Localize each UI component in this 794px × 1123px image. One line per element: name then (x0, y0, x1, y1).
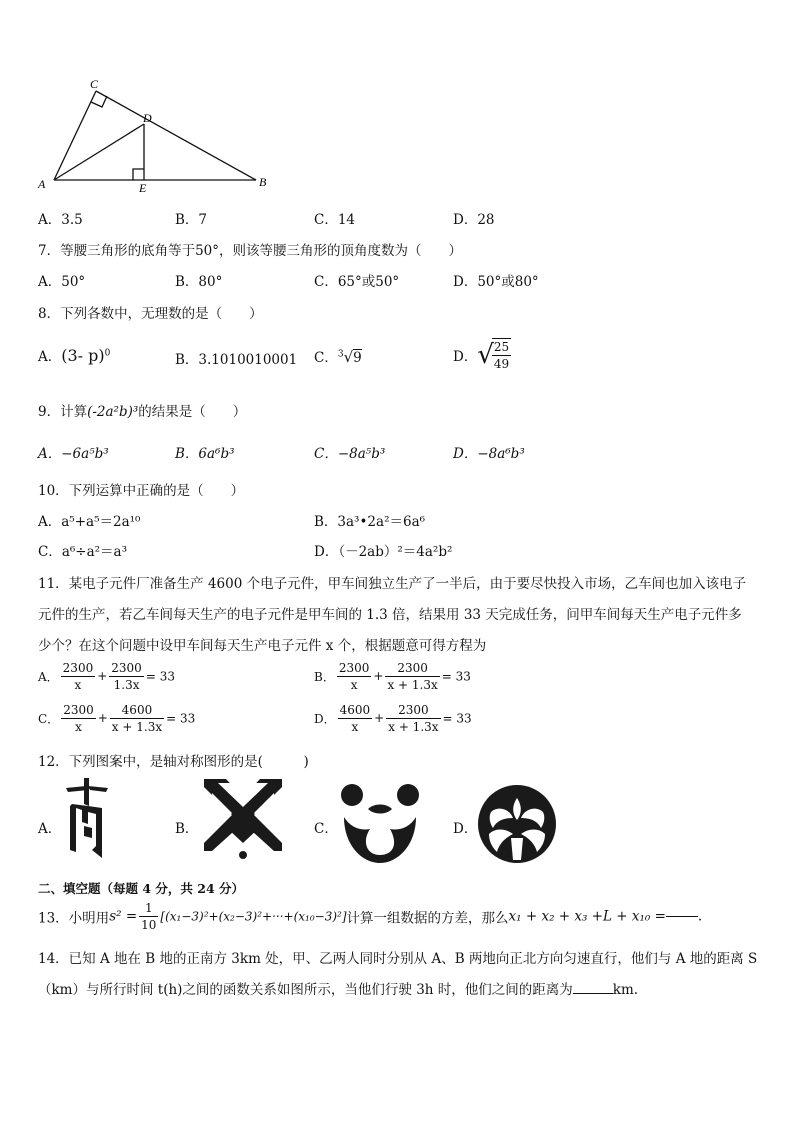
q11-d-rhs: = 33 (442, 711, 472, 726)
q11-line1: 11．某电子元件厂准备生产 4600 个电子元件，甲车间独立生产了一半后，由于要尽快投入市场，乙车间也加入该电子 (38, 576, 747, 592)
q11-c-rhs: = 33 (166, 711, 196, 726)
q13-mid: 计算一组数据的方差，那么 (346, 910, 509, 927)
q9-option-d: D．−8a⁶b³ (453, 446, 525, 462)
q11-option-b-label: B． (314, 670, 335, 684)
q11-b-n2: 2300 (385, 660, 439, 677)
q7-option-c: C．65°或50° (314, 274, 400, 290)
figure-d (477, 784, 557, 864)
q8-option-b (175, 348, 297, 368)
label-e: E (139, 181, 147, 195)
q11-d-n1: 4600 (339, 703, 371, 717)
q11-option-b: B． $\frac{2300}{x}$ + $\frac{2300}{x + 1.3x}$ = 33 (314, 661, 471, 692)
q13-answer-blank[interactable] (666, 916, 698, 917)
q8-option-d-label: D． (453, 349, 478, 365)
q11-d-d2: x + 1.3x (388, 720, 439, 734)
q8-option-a-exp: 0 (104, 348, 111, 359)
label-a: A (38, 177, 46, 191)
q13-formula-body: [(x₁−3)²+(x₂−3)²+···+(x₁₀−3)²] (160, 909, 347, 924)
figure-a (62, 778, 112, 860)
q8-option-d-num: 25 (493, 340, 510, 354)
q11-line3: 少个？在这个问题中设甲车间每天生产电子元件 x 个，根据题意可得方程为 (38, 638, 487, 654)
q8-option-d: D．√ $\frac{25}{49}$ (453, 340, 510, 371)
q7-option-d: D．50°或80° (453, 274, 539, 290)
q8-option-a-label: A． (38, 349, 62, 365)
q11-option-d-label: D． (314, 712, 336, 726)
q13-sum: x₁ + x₂ + x₃ +L + x₁₀ = (508, 908, 666, 925)
q11-option-c: C． $\frac{2300}{x}$ + $\frac{4600}{x + 1.3x}$ = 33 (38, 703, 196, 734)
q10-option-c: C．a⁶÷a²＝a³ (38, 544, 128, 560)
q8-option-d-den: 49 (493, 357, 510, 371)
segment-cb (96, 91, 256, 180)
q7-option-b: B．80° (175, 274, 223, 290)
q11-c-n1: 2300 (63, 703, 94, 717)
q10-option-b: B．3a³•2a²＝6a⁶ (314, 514, 426, 530)
q14-answer-blank[interactable] (573, 993, 613, 994)
q11-b-rhs: = 33 (441, 669, 471, 684)
q11-option-c-label: C． (38, 712, 60, 726)
q10-text: 10．下列运算中正确的是（ ） (38, 483, 245, 499)
q14-line2-post: km. (612, 982, 639, 998)
q9-text-post: 的结果是（ ） (138, 404, 247, 420)
q12-option-c-label: C． (314, 821, 338, 837)
q14-line1: 14．已知 A 地在 B 地的正南方 3km 处，甲、乙两人同时分别从 A、B 两地向正北方向匀速直行，他们与 A 地的距离 S (38, 951, 758, 967)
q8-option-b-value: 3.1010010001 (198, 352, 298, 368)
label-c: C (90, 78, 99, 91)
q8-option-c-index: 3 (337, 349, 344, 360)
q12-option-a-label: A． (38, 821, 62, 837)
q11-c-d2: x + 1.3x (111, 720, 163, 734)
q11-b-n1: 2300 (338, 661, 370, 675)
right-angle-e (133, 169, 144, 180)
section2-title: 二、填空题（每题 4 分，共 24 分） (38, 881, 245, 896)
q11-a-n1: 2300 (62, 661, 94, 675)
q9-option-b: B．6a⁶b³ (175, 446, 235, 462)
q12-text: 12．下列图案中，是轴对称图形的是( ) (38, 754, 309, 770)
triangle-figure (30, 78, 280, 196)
q8-option-b-label: B． (175, 352, 199, 368)
q11-option-a: A． $\frac{2300}{x}$ + $\frac{2300}{1.3x}$ = 33 (38, 661, 175, 692)
q12-option-b-label: B． (175, 821, 199, 837)
label-d: D (143, 111, 152, 125)
q10-option-d: D．（－2ab）²＝4a²b² (314, 544, 453, 560)
q9-text (38, 400, 246, 420)
q11-c-d1: x (75, 720, 82, 734)
q13-line (38, 900, 702, 933)
q8-option-a (38, 345, 110, 365)
q13-formula-lhs: s² = (109, 908, 138, 925)
q9-option-a: A．−6a⁵b³ (38, 446, 109, 462)
q6-option-c: C．14 (314, 212, 356, 228)
q9-text-pre: 9．计算 (38, 404, 88, 420)
label-b: B (259, 175, 267, 189)
q10-option-a: A．a⁵+a⁵＝2a¹⁰ (38, 514, 141, 530)
q9-option-c: C．−8a⁵b³ (314, 446, 386, 462)
figure-c (340, 783, 420, 863)
q8-option-c-label: C． (314, 350, 338, 366)
q11-a-n2: 2300 (111, 661, 142, 675)
figure-b (204, 779, 282, 859)
q11-option-a-label: A． (38, 670, 59, 684)
q11-c-n2: 4600 (110, 702, 164, 719)
q11-a-rhs: = 33 (145, 669, 175, 684)
q11-b-d1: x (350, 678, 358, 692)
q13-frac-den: 10 (141, 918, 157, 932)
q14-line2 (38, 978, 638, 998)
q11-d-n2: 2300 (386, 702, 440, 719)
q8-option-c: C．$^3$√9 (314, 348, 362, 366)
q11-b-d2: x + 1.3x (387, 678, 438, 692)
q6-option-b: B．7 (175, 212, 208, 228)
q8-text: 8．下列各数中，无理数的是（ ） (38, 306, 263, 322)
q11-d-d1: x (351, 720, 359, 734)
q11-line2: 元件的生产，若乙车间每天生产的电子元件是甲车间的 1.3 倍，结果用 33 天完成任务，问甲车间每天生产电子元件多 (38, 607, 742, 623)
q8-option-c-radicand: 9 (353, 350, 362, 366)
q12-option-d-label: D． (453, 821, 478, 837)
q14-line2-pre: （km）与所行时间 t(h)之间的函数关系如图所示，当他们行驶 3h 时，他们之间的距离为 (38, 982, 573, 998)
q7-text: 7．等腰三角形的底角等于50°，则该等腰三角形的顶角度数为（ ） (38, 243, 463, 259)
q7-option-a: A．50° (38, 274, 86, 290)
q11-option-d: D． $\frac{4600}{x}$ + $\frac{2300}{x + 1.3x}$ = 33 (314, 703, 472, 734)
q13-end: . (697, 908, 703, 925)
q13-frac-num: 1 (139, 900, 158, 917)
q11-a-d2: 1.3x (113, 678, 140, 692)
q6-option-d: D．28 (453, 212, 495, 228)
q11-a-d1: x (74, 678, 82, 692)
q9-expr: (-2a²b)³ (87, 404, 139, 420)
q8-option-a-base: (3- p) (61, 346, 105, 365)
q13-pre: 13．小明用 (38, 910, 110, 927)
q6-option-a: A．3.5 (38, 212, 83, 228)
